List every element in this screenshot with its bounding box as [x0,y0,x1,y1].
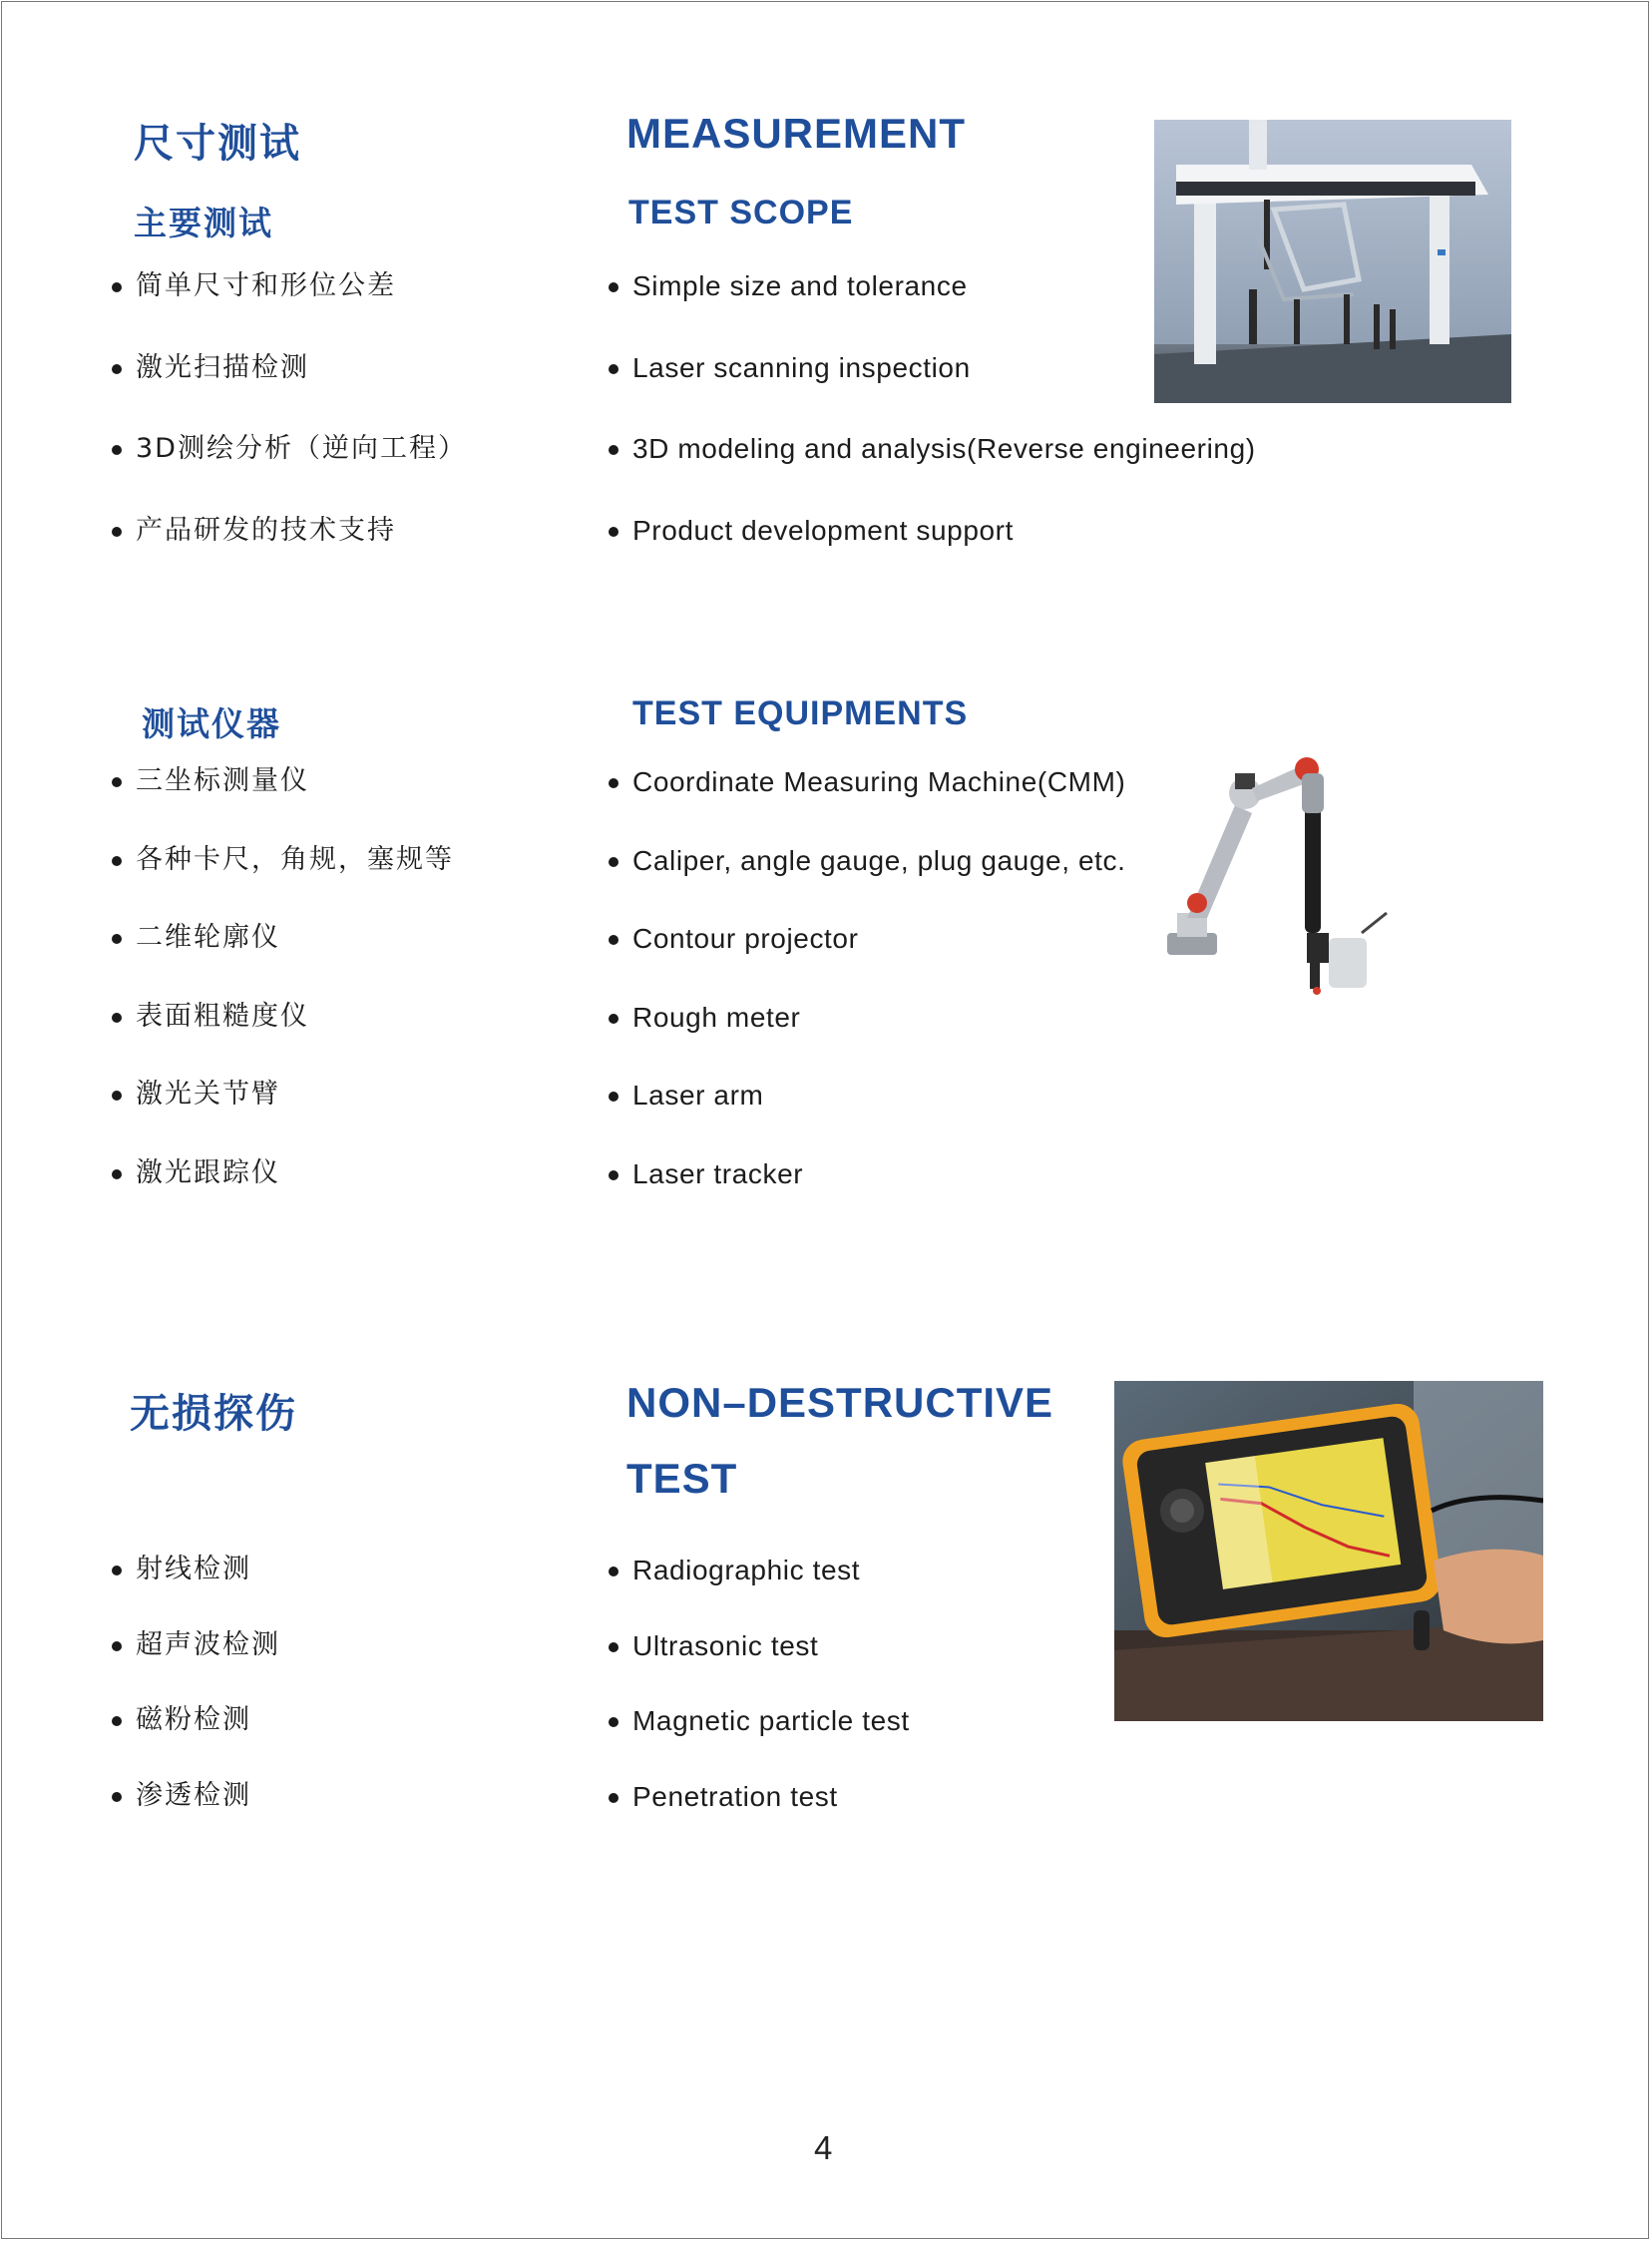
list-item: 3D测绘分析（逆向工程） [112,432,467,514]
list-item: 激光跟踪仪 [112,1156,454,1235]
list-item: Laser tracker [609,1157,1126,1236]
ndt-en-title-line1: NON–DESTRUCTIVE [626,1379,1054,1426]
list-item: Rough meter [609,1001,1126,1080]
list-item: Penetration test [609,1780,910,1856]
list-item: Caliper, angle gauge, plug gauge, etc. [609,844,1126,923]
list-item: 简单尺寸和形位公差 [112,269,467,351]
list-item: 产品研发的技术支持 [112,514,467,596]
list-item: Coordinate Measuring Machine(CMM) [609,765,1126,844]
list-item: 激光关节臂 [112,1078,454,1156]
list-item: 三坐标测量仪 [112,764,454,843]
list-item: Radiographic test [609,1554,910,1629]
measurement-en-subtitle: TEST SCOPE [628,194,854,231]
list-item: 超声波检测 [112,1628,280,1704]
page-number: 4 [814,2129,833,2166]
measurement-en-title: MEASUREMENT [626,110,967,157]
list-item: Contour projector [609,922,1126,1001]
list-item: Simple size and tolerance [609,269,1256,351]
list-item: Ultrasonic test [609,1629,910,1705]
portable-arm-image [1157,753,1397,1033]
ultrasonic-tester-image [1114,1381,1543,1721]
ndt-cn-list [112,1553,280,1854]
list-item: 渗透检测 [112,1779,280,1855]
list-item: Laser scanning inspection [609,351,1256,433]
list-item: 射线检测 [112,1553,280,1628]
list-item: 各种卡尺，角规，塞规等 [112,843,454,922]
equipment-en-list [609,765,1126,1235]
list-item: 二维轮廓仪 [112,921,454,1000]
equipment-en-subtitle: TEST EQUIPMENTS [632,694,969,732]
ndt-en-list [609,1554,910,1855]
list-item: 3D modeling and analysis(Reverse engineering) [609,432,1256,514]
list-item: 磁粉检测 [112,1703,280,1779]
ndt-en-title-line2: TEST [626,1455,738,1502]
list-item: Magnetic particle test [609,1704,910,1780]
list-item: 表面粗糙度仪 [112,1000,454,1079]
ndt-cn-title: 无损探伤 [130,1391,297,1437]
list-item: 激光扫描检测 [112,351,467,433]
measurement-cn-subtitle: 主要测试 [134,204,273,242]
measurement-cn-list [112,269,467,595]
measurement-cn-title: 尺寸测试 [134,121,301,167]
list-item: Laser arm [609,1079,1126,1157]
equipment-cn-subtitle: 测试仪器 [142,704,281,743]
equipment-cn-list [112,764,454,1234]
cmm-machine-image [1154,120,1511,403]
list-item: Product development support [609,514,1256,596]
